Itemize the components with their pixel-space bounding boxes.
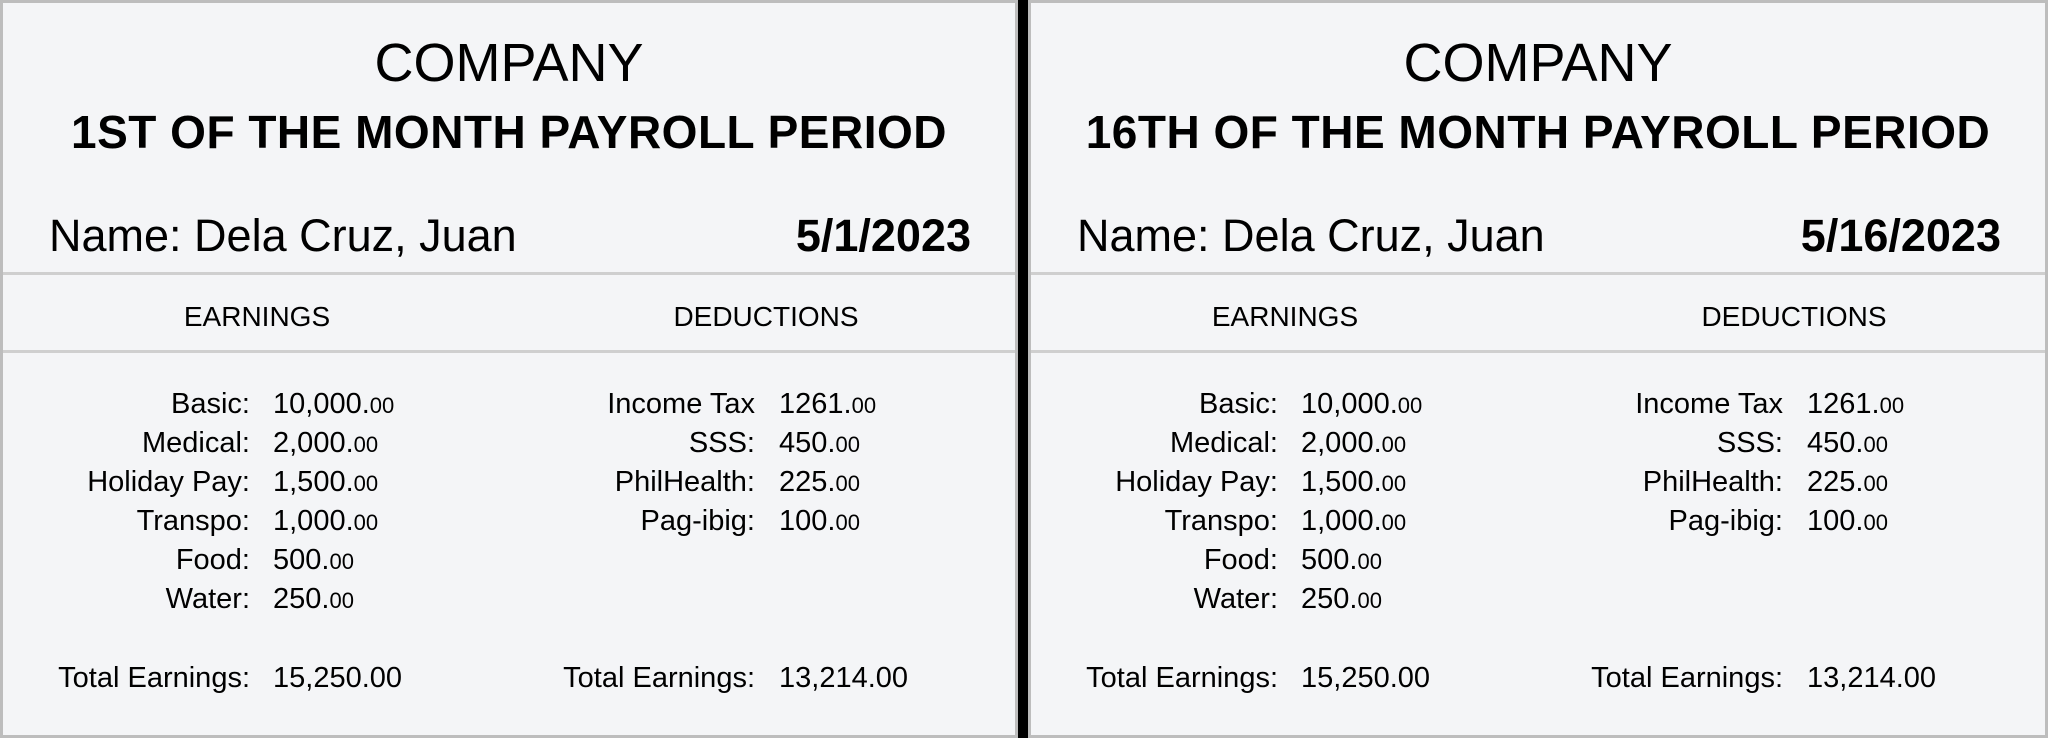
payroll-date: 5/1/2023	[795, 210, 971, 261]
earnings-label: Transpo:	[1164, 505, 1278, 537]
deductions-amount: 225.00	[1807, 466, 1888, 498]
earnings-amount: 10,000.00	[273, 388, 395, 420]
earnings-label: Basic:	[1199, 388, 1278, 420]
deductions-label: SSS:	[688, 427, 755, 459]
payslip-panel-1st	[0, 0, 1018, 738]
panel-divider	[1018, 0, 1028, 738]
deductions-amount: 1261.00	[779, 388, 877, 420]
deductions-total-value: 13,214.00	[1807, 662, 1937, 694]
payroll-period-title: 16TH OF THE MONTH PAYROLL PERIOD	[1085, 106, 1991, 158]
earnings-label: Medical:	[1170, 427, 1278, 459]
deductions-header: DEDUCTIONS	[1701, 301, 1887, 332]
earnings-amount: 1,000.00	[273, 505, 379, 537]
earnings-amount: 1,500.00	[1301, 466, 1407, 498]
earnings-header: EARNINGS	[183, 301, 331, 332]
earnings-label: Food:	[175, 544, 250, 576]
deductions-amount: 100.00	[779, 505, 860, 537]
deductions-amount: 450.00	[779, 427, 860, 459]
divider-line	[1031, 350, 2045, 353]
earnings-label: Basic:	[171, 388, 250, 420]
earnings-amount: 1,000.00	[1301, 505, 1407, 537]
earnings-total-label: Total Earnings:	[58, 662, 250, 694]
payroll-period-title: 1ST OF THE MONTH PAYROLL PERIOD	[71, 106, 947, 158]
earnings-label: Water:	[1193, 583, 1278, 615]
divider-line	[3, 350, 1015, 353]
earnings-label: Water:	[165, 583, 250, 615]
deductions-amount: 225.00	[779, 466, 860, 498]
earnings-amount: 10,000.00	[1301, 388, 1423, 420]
deductions-label: PhilHealth:	[614, 466, 755, 498]
deductions-label: Income Tax	[1635, 388, 1783, 420]
earnings-label: Medical:	[142, 427, 250, 459]
divider-line	[1031, 272, 2045, 275]
deductions-total-label: Total Earnings:	[1591, 662, 1783, 694]
deductions-header: DEDUCTIONS	[673, 301, 859, 332]
deductions-label: Pag-ibig:	[640, 505, 755, 537]
earnings-header: EARNINGS	[1211, 301, 1359, 332]
employee-name: Name: Dela Cruz, Juan	[1077, 210, 1545, 261]
earnings-amount: 2,000.00	[1301, 427, 1407, 459]
deductions-total-value: 13,214.00	[779, 662, 909, 694]
company-name: COMPANY	[374, 33, 644, 93]
earnings-amount: 250.00	[273, 583, 354, 615]
deductions-label: SSS:	[1716, 427, 1783, 459]
divider-line	[3, 272, 1015, 275]
earnings-amount: 2,000.00	[273, 427, 379, 459]
payslip-panel-16th	[1028, 0, 2048, 738]
deductions-amount: 450.00	[1807, 427, 1888, 459]
earnings-label: Holiday Pay:	[1115, 466, 1278, 498]
earnings-label: Holiday Pay:	[87, 466, 250, 498]
earnings-total-value: 15,250.00	[1301, 662, 1431, 694]
deductions-label: Income Tax	[607, 388, 755, 420]
earnings-total-label: Total Earnings:	[1086, 662, 1278, 694]
company-name: COMPANY	[1403, 33, 1673, 93]
employee-name: Name: Dela Cruz, Juan	[49, 210, 517, 261]
earnings-amount: 250.00	[1301, 583, 1382, 615]
earnings-amount: 500.00	[1301, 544, 1382, 576]
earnings-label: Food:	[1203, 544, 1278, 576]
deductions-amount: 100.00	[1807, 505, 1888, 537]
payroll-date: 5/16/2023	[1800, 210, 2001, 261]
deductions-label: Pag-ibig:	[1668, 505, 1783, 537]
deductions-total-label: Total Earnings:	[563, 662, 755, 694]
earnings-total-value: 15,250.00	[273, 662, 403, 694]
earnings-amount: 1,500.00	[273, 466, 379, 498]
deductions-label: PhilHealth:	[1642, 466, 1783, 498]
earnings-amount: 500.00	[273, 544, 354, 576]
earnings-label: Transpo:	[136, 505, 250, 537]
deductions-amount: 1261.00	[1807, 388, 1905, 420]
